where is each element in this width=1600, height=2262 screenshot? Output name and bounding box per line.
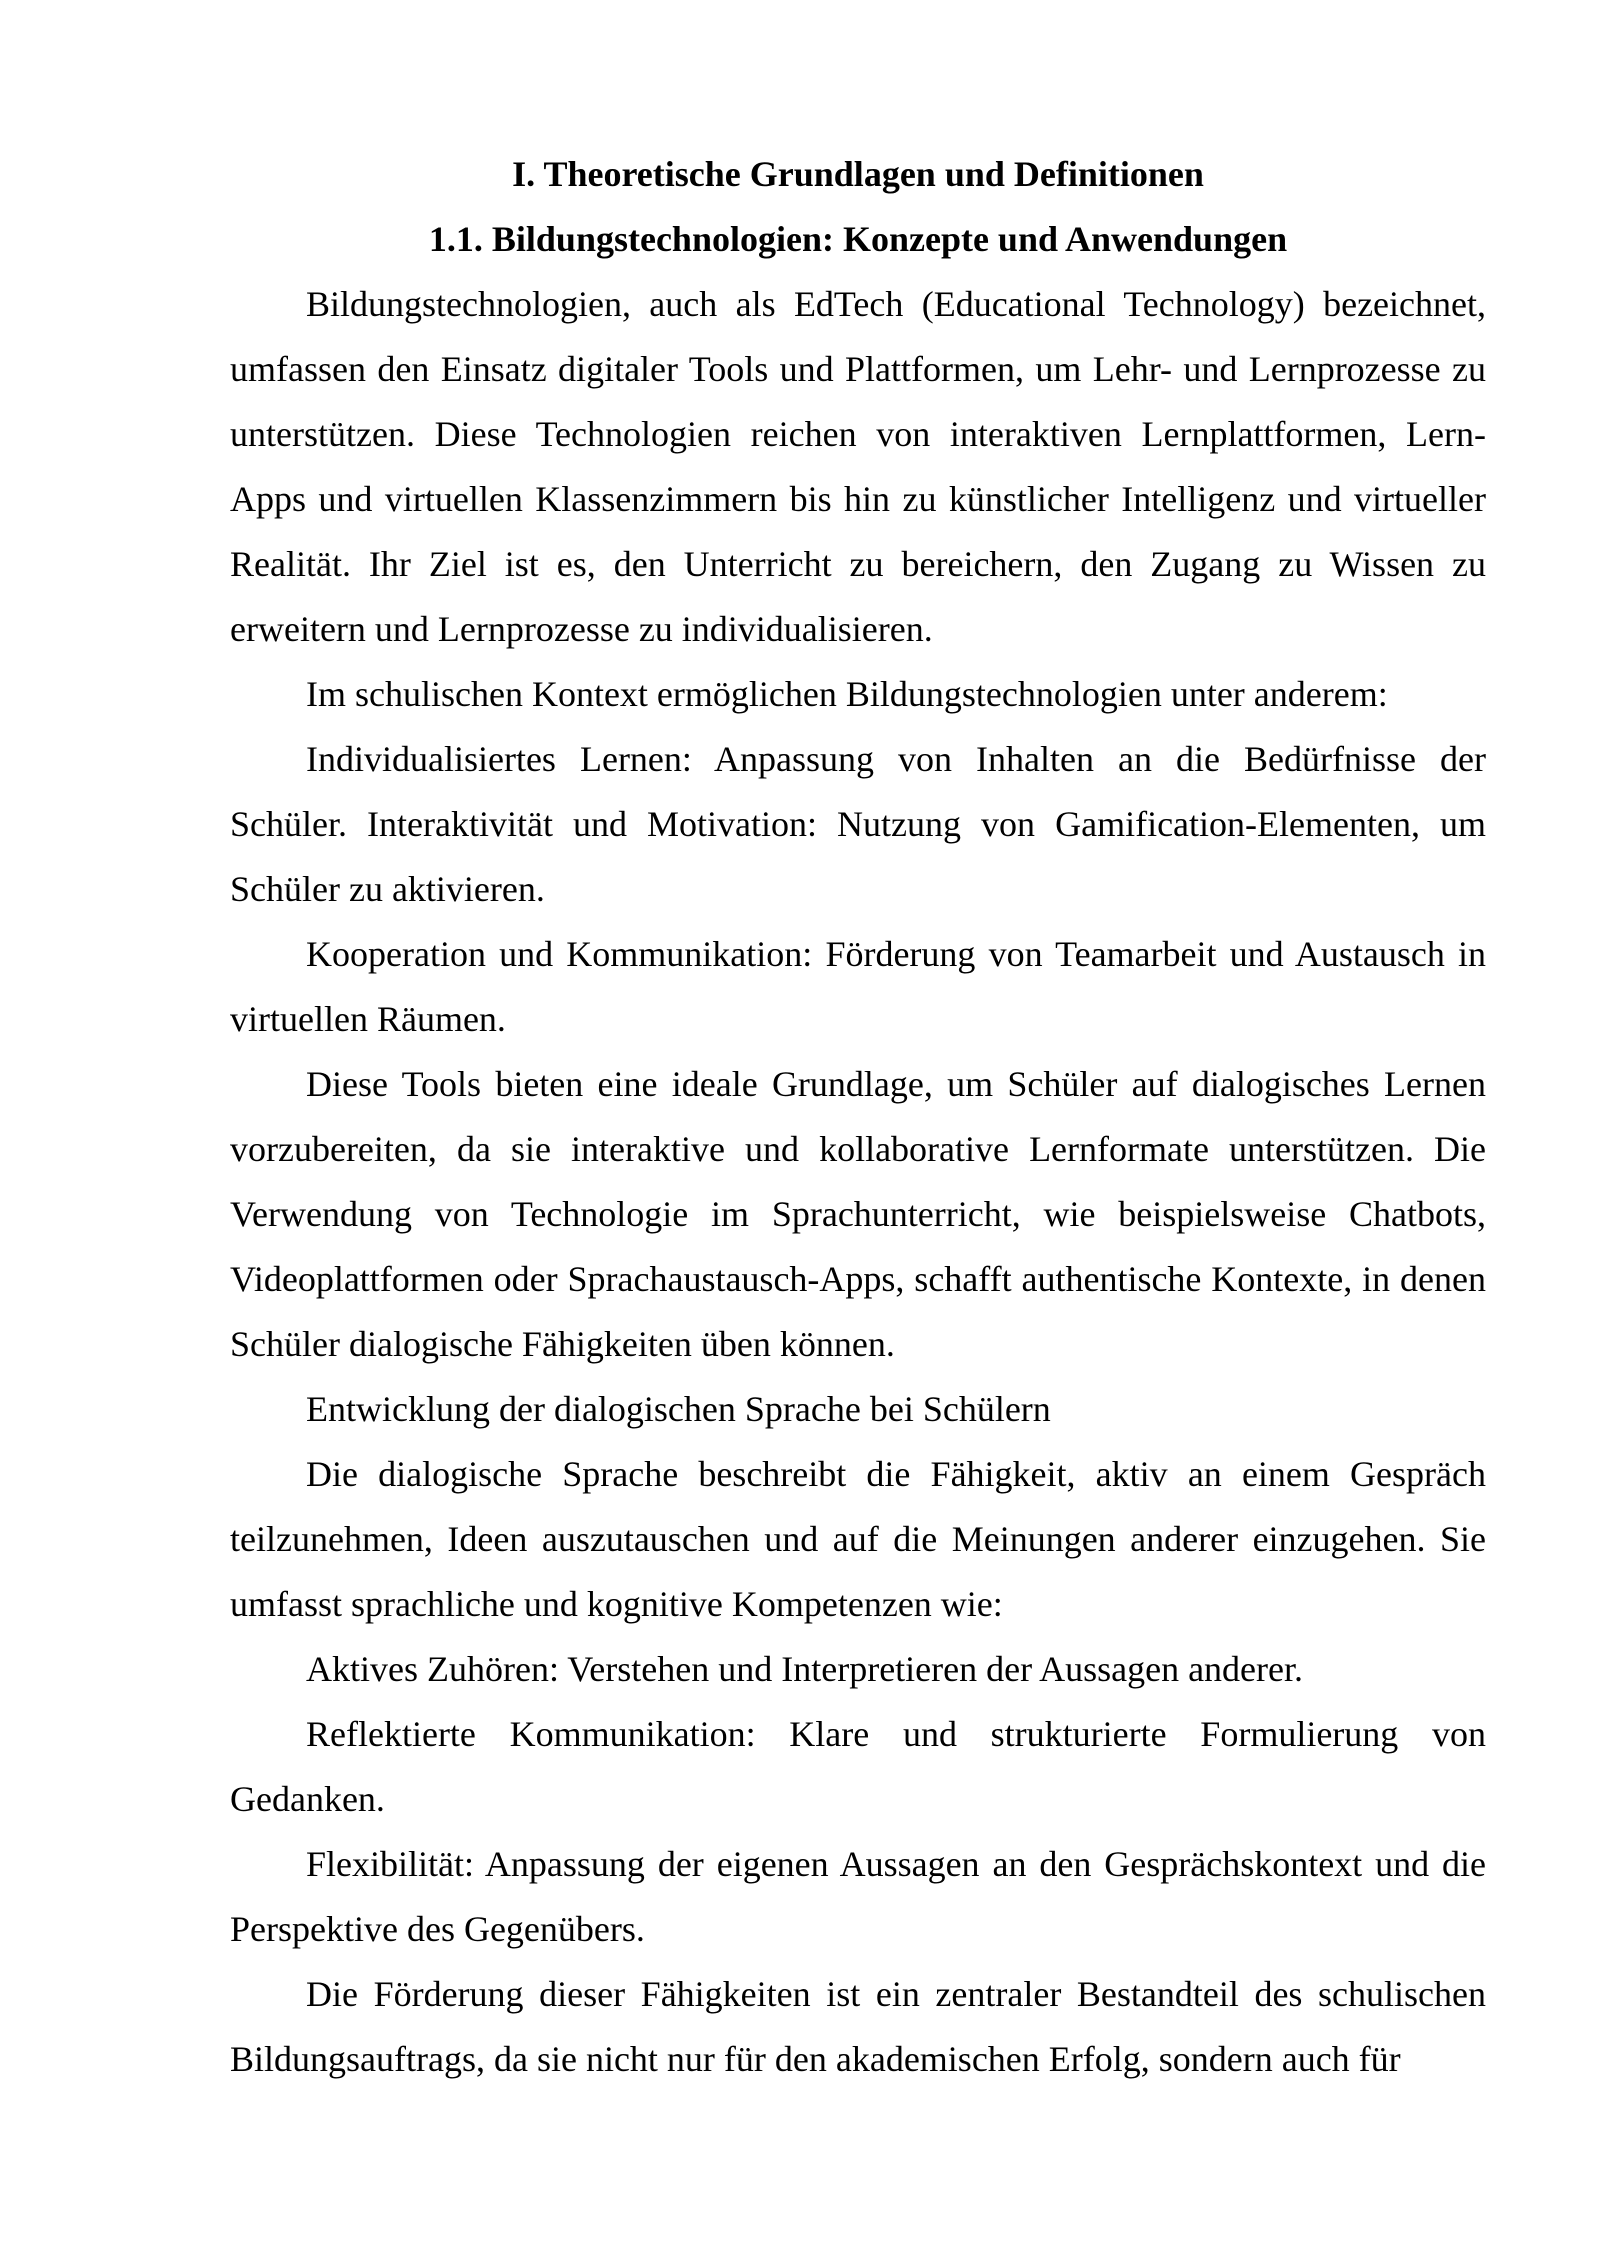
paragraph-active-listening: Aktives Zuhören: Verstehen und Interpretieren der Aussagen anderer. (306, 1649, 1303, 1689)
paragraph-promotion: Die Förderung dieser Fähigkeiten ist ein zentraler Bestandteil des schulischen Bildungsauftrags, da sie nicht nur für den akademischen Erfolg, sondern auch für (230, 1974, 1486, 2079)
paragraph-dialogic-language-definition: Die dialogische Sprache beschreibt die Fähigkeit, aktiv an einem Gespräch teilzunehmen, Ideen auszutauschen und auf die Meinungen anderer einzugehen. Sie umfasst sprachliche und kognitive Kompetenzen wie: (230, 1454, 1486, 1624)
paragraph-reflective-communication: Reflektierte Kommunikation: Klare und strukturierte Formulierung von Gedanken. (230, 1714, 1486, 1819)
section-title: 1.1. Bildungstechnologien: Konzepte und Anwendungen (428, 219, 1288, 259)
paragraph-subheading-dialogic-language: Entwicklung der dialogischen Sprache bei Schülern (306, 1389, 1051, 1429)
paragraph-flexibility: Flexibilität: Anpassung der eigenen Aussagen an den Gesprächskontext und die Perspektive des Gegenübers. (230, 1844, 1486, 1949)
paragraph-cooperation: Kooperation und Kommunikation: Förderung von Teamarbeit und Austausch in virtuellen Räumen. (230, 934, 1486, 1039)
paragraph-edtech-definition: Bildungstechnologien, auch als EdTech (Educational Technology) bezeichnet, umfassen den Einsatz digitaler Tools und Plattformen, um Lehr- und Lernprozesse zu unterstützen. Diese Technologien reichen von interaktiven Lernplattformen, Lern-Apps und virtuellen Klassenzimmern bis hin zu künstlicher Intelligenz und virtueller Realität. Ihr Ziel ist es, den Unterricht zu bereichern, den Zugang zu Wissen zu erweitern und Lernprozesse zu individualisieren. (230, 284, 1486, 649)
chapter-title: I. Theoretische Grundlagen und Definitionen (512, 154, 1204, 194)
paragraph-individualized-learning: Individualisiertes Lernen: Anpassung von Inhalten an die Bedürfnisse der Schüler. Interaktivität und Motivation: Nutzung von Gamification-Elementen, um Schüler zu aktivieren. (230, 739, 1486, 909)
paragraph-tools-dialogic-learning: Diese Tools bieten eine ideale Grundlage, um Schüler auf dialogisches Lernen vorzubereiten, da sie interaktive und kollaborative Lernformate unterstützen. Die Verwendung von Technologie im Sprachunterricht, wie beispielsweise Chatbots, Videoplattformen oder Sprachaustausch-Apps, schafft authentische Kontexte, in denen Schüler dialogische Fähigkeiten üben können. (230, 1064, 1486, 1364)
paragraph-school-context: Im schulischen Kontext ermöglichen Bildungstechnologien unter anderem: (306, 674, 1388, 714)
document-body (230, 142, 1486, 2092)
